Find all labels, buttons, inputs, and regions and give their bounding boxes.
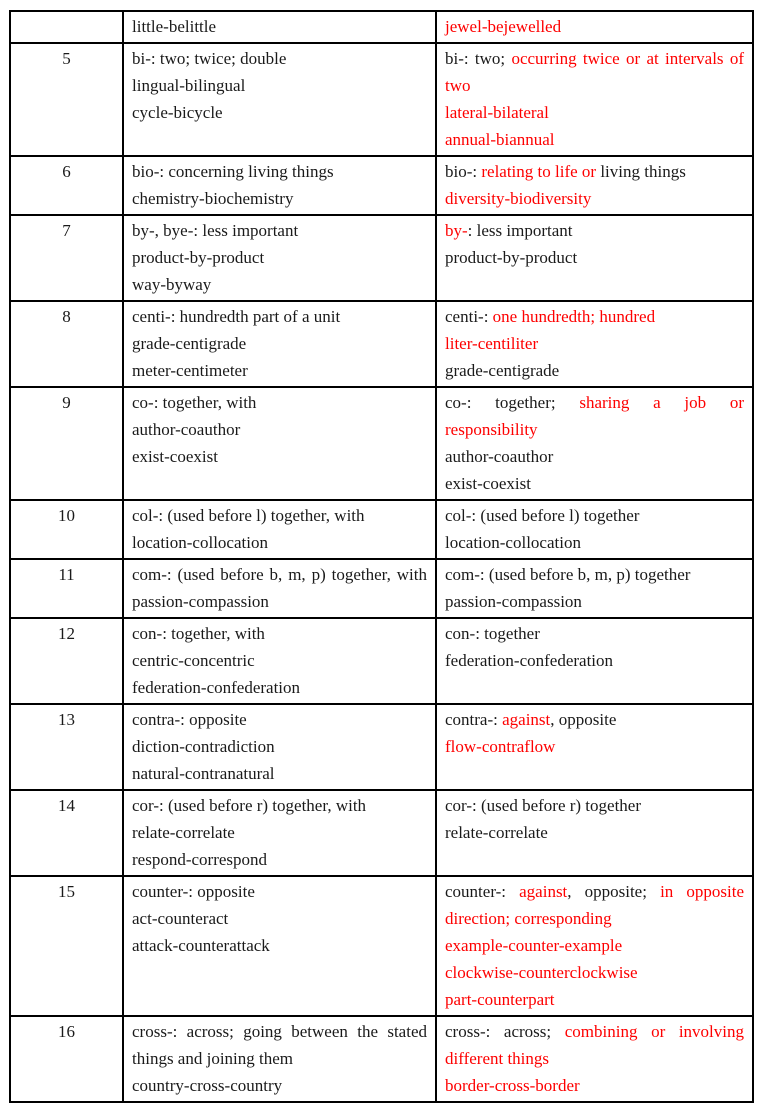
prefix-table — [9, 10, 754, 1103]
table-row — [10, 876, 753, 1016]
row-number: 16 — [58, 1022, 75, 1041]
black-text-segment: con-: together — [445, 624, 540, 643]
red-text-segment: by- — [445, 221, 468, 240]
row-number-cell — [10, 301, 123, 387]
black-text-segment: , opposite — [550, 710, 617, 729]
black-text-segment: location-collocation — [132, 533, 268, 552]
row-number-cell — [10, 790, 123, 876]
text-line — [132, 647, 427, 674]
cell-definition-revised — [436, 156, 753, 215]
red-text-segment: annual-biannual — [445, 130, 555, 149]
cell-definition-revised — [436, 1016, 753, 1102]
black-text-segment: cycle-bicycle — [132, 103, 223, 122]
text-line — [445, 303, 744, 330]
black-text-segment: product-by-product — [132, 248, 265, 267]
text-line — [132, 733, 427, 760]
text-line — [445, 792, 744, 819]
black-text-segment: by-, bye-: less important — [132, 221, 299, 240]
black-text-segment: author-coauthor — [132, 420, 241, 439]
table-row — [10, 387, 753, 500]
cell-definition-revised — [436, 500, 753, 559]
row-number-cell — [10, 11, 123, 43]
black-text-segment: little-belittle — [132, 17, 217, 36]
row-number: 8 — [62, 307, 71, 326]
text-line — [132, 529, 427, 556]
black-text-segment: bio-: concerning living things — [132, 162, 334, 181]
cell-definition-revised — [436, 704, 753, 790]
black-text-segment: author-coauthor — [445, 447, 554, 466]
black-text-segment: chemistry-biochemistry — [132, 189, 294, 208]
black-text-segment: bi-: two; — [445, 49, 512, 68]
row-number-cell — [10, 387, 123, 500]
text-line — [132, 389, 427, 416]
black-text-segment: way-byway — [132, 275, 212, 294]
red-text-segment: against — [519, 882, 568, 901]
cell-definition-original — [123, 1016, 436, 1102]
text-line — [132, 158, 427, 185]
red-text-segment: border-cross-border — [445, 1076, 580, 1095]
text-line — [445, 932, 744, 959]
row-number: 13 — [58, 710, 75, 729]
black-text-segment: counter-: — [445, 882, 520, 901]
black-text-segment: lingual-bilingual — [132, 76, 246, 95]
black-text-segment: col-: (used before l) together — [445, 506, 640, 525]
cell-definition-original — [123, 704, 436, 790]
document-page — [0, 10, 760, 1095]
cell-definition-revised — [436, 876, 753, 1016]
black-text-segment: grade-centigrade — [445, 361, 560, 380]
text-line — [445, 443, 744, 470]
text-line — [445, 1072, 744, 1099]
text-line — [445, 986, 744, 1013]
cell-definition-revised — [436, 387, 753, 500]
black-text-segment: passion-compassion — [132, 592, 269, 611]
table-row — [10, 704, 753, 790]
black-text-segment: , opposite; — [567, 882, 661, 901]
black-text-segment: relate-correlate — [445, 823, 548, 842]
black-text-segment: cross-: across; — [445, 1022, 565, 1041]
text-line — [132, 706, 427, 733]
black-text-segment: location-collocation — [445, 533, 581, 552]
text-line — [132, 271, 427, 298]
row-number: 14 — [58, 796, 75, 815]
cell-definition-original — [123, 215, 436, 301]
text-line — [132, 443, 427, 470]
text-line — [445, 905, 744, 932]
black-text-segment: diction-contradiction — [132, 737, 275, 756]
cell-definition-original — [123, 790, 436, 876]
text-line — [445, 72, 744, 99]
red-text-segment: combining or involving — [564, 1022, 745, 1041]
text-line — [445, 99, 744, 126]
black-text-segment: bi-: two; twice; double — [132, 49, 287, 68]
red-text-segment: liter-centiliter — [445, 334, 539, 353]
text-line — [132, 13, 427, 40]
text-line — [445, 217, 744, 244]
black-text-segment: centric-concentric — [132, 651, 255, 670]
black-text-segment: things and joining them — [132, 1049, 294, 1068]
cell-definition-original — [123, 11, 436, 43]
row-number-cell — [10, 876, 123, 1016]
black-text-segment: bio-: — [445, 162, 482, 181]
row-number: 11 — [58, 565, 75, 584]
text-line — [132, 217, 427, 244]
row-number-cell — [10, 215, 123, 301]
text-line — [445, 389, 744, 416]
text-line — [132, 760, 427, 787]
red-text-segment: direction; corresponding — [445, 909, 612, 928]
text-line — [132, 588, 427, 615]
text-line — [132, 1018, 427, 1045]
black-text-segment: con-: together, with — [132, 624, 265, 643]
text-line — [445, 416, 744, 443]
red-text-segment: lateral-bilateral — [445, 103, 549, 122]
black-text-segment: col-: (used before l) together, with — [132, 506, 365, 525]
text-line — [445, 819, 744, 846]
table-row — [10, 11, 753, 43]
black-text-segment: co-: together; — [445, 393, 580, 412]
text-line — [132, 932, 427, 959]
text-line — [132, 819, 427, 846]
table-row — [10, 301, 753, 387]
red-text-segment: relating to life or — [481, 162, 597, 181]
text-line — [132, 303, 427, 330]
text-line — [445, 330, 744, 357]
black-text-segment: attack-counterattack — [132, 936, 270, 955]
text-line — [132, 792, 427, 819]
cell-definition-revised — [436, 618, 753, 704]
red-text-segment: flow-contraflow — [445, 737, 556, 756]
black-text-segment: centi-: hundredth part of a unit — [132, 307, 341, 326]
black-text-segment: co-: together, with — [132, 393, 257, 412]
table-row — [10, 156, 753, 215]
text-line — [132, 905, 427, 932]
cell-definition-revised — [436, 790, 753, 876]
table-row — [10, 215, 753, 301]
row-number: 9 — [62, 393, 71, 412]
black-text-segment: meter-centimeter — [132, 361, 248, 380]
row-number: 12 — [58, 624, 75, 643]
text-line — [132, 185, 427, 212]
black-text-segment: natural-contranatural — [132, 764, 275, 783]
text-line — [445, 13, 744, 40]
black-text-segment: com-: (used before b, m, p) together, with — [132, 565, 427, 584]
text-line — [132, 846, 427, 873]
text-line — [445, 620, 744, 647]
text-line — [132, 561, 427, 588]
cell-definition-original — [123, 387, 436, 500]
text-line — [132, 72, 427, 99]
cell-definition-revised — [436, 43, 753, 156]
row-number-cell — [10, 1016, 123, 1102]
red-text-segment: different things — [445, 1049, 550, 1068]
text-line — [132, 45, 427, 72]
text-line — [132, 620, 427, 647]
black-text-segment: living things — [596, 162, 686, 181]
black-text-segment: passion-compassion — [445, 592, 582, 611]
row-number: 15 — [58, 882, 75, 901]
cell-definition-revised — [436, 11, 753, 43]
text-line — [445, 470, 744, 497]
row-number-cell — [10, 500, 123, 559]
row-number: 7 — [62, 221, 71, 240]
text-line — [445, 588, 744, 615]
prefix-table-body — [10, 11, 753, 1102]
cell-definition-original — [123, 43, 436, 156]
black-text-segment: product-by-product — [445, 248, 578, 267]
black-text-segment: cor-: (used before r) together — [445, 796, 642, 815]
black-text-segment: cor-: (used before r) together, with — [132, 796, 367, 815]
row-number-cell — [10, 704, 123, 790]
text-line — [132, 1045, 427, 1072]
text-line — [132, 330, 427, 357]
red-text-segment: jewel-bejewelled — [445, 17, 562, 36]
table-row — [10, 790, 753, 876]
red-text-segment: one hundredth; hundred — [492, 307, 656, 326]
cell-definition-original — [123, 301, 436, 387]
cell-definition-original — [123, 500, 436, 559]
red-text-segment: diversity-biodiversity — [445, 189, 592, 208]
black-text-segment: relate-correlate — [132, 823, 235, 842]
row-number-cell — [10, 559, 123, 618]
red-text-segment: against — [502, 710, 551, 729]
text-line — [445, 244, 744, 271]
table-row — [10, 559, 753, 618]
black-text-segment: country-cross-country — [132, 1076, 283, 1095]
black-text-segment: contra-: opposite — [132, 710, 247, 729]
text-line — [445, 185, 744, 212]
text-line — [132, 357, 427, 384]
black-text-segment: act-counteract — [132, 909, 229, 928]
text-line — [445, 158, 744, 185]
cell-definition-revised — [436, 301, 753, 387]
black-text-segment: exist-coexist — [132, 447, 218, 466]
red-text-segment: part-counterpart — [445, 990, 555, 1009]
cell-definition-revised — [436, 559, 753, 618]
text-line — [445, 357, 744, 384]
text-line — [445, 706, 744, 733]
text-line — [132, 674, 427, 701]
red-text-segment: sharing a job or — [579, 393, 744, 412]
black-text-segment: exist-coexist — [445, 474, 531, 493]
text-line — [445, 733, 744, 760]
cell-definition-original — [123, 156, 436, 215]
black-text-segment: cross-: across; going between the stated — [132, 1022, 427, 1041]
table-row — [10, 43, 753, 156]
table-row — [10, 1016, 753, 1102]
black-text-segment: grade-centigrade — [132, 334, 247, 353]
text-line — [132, 878, 427, 905]
text-line — [445, 959, 744, 986]
text-line — [445, 1045, 744, 1072]
row-number: 6 — [62, 162, 71, 181]
cell-definition-revised — [436, 215, 753, 301]
red-text-segment: example-counter-example — [445, 936, 623, 955]
black-text-segment: : less important — [467, 221, 573, 240]
row-number-cell — [10, 618, 123, 704]
text-line — [132, 244, 427, 271]
text-line — [445, 561, 744, 588]
text-line — [132, 1072, 427, 1099]
text-line — [445, 1018, 744, 1045]
row-number: 5 — [62, 49, 71, 68]
red-text-segment: in opposite — [660, 882, 744, 901]
red-text-segment: responsibility — [445, 420, 538, 439]
red-text-segment: two — [445, 76, 471, 95]
text-line — [132, 416, 427, 443]
row-number-cell — [10, 43, 123, 156]
text-line — [445, 126, 744, 153]
red-text-segment: clockwise-counterclockwise — [445, 963, 638, 982]
text-line — [445, 502, 744, 529]
black-text-segment: centi-: — [445, 307, 493, 326]
text-line — [445, 529, 744, 556]
black-text-segment: federation-confederation — [132, 678, 301, 697]
table-row — [10, 618, 753, 704]
row-number: 10 — [58, 506, 75, 525]
black-text-segment: counter-: opposite — [132, 882, 255, 901]
text-line — [132, 99, 427, 126]
text-line — [445, 45, 744, 72]
black-text-segment: com-: (used before b, m, p) together — [445, 565, 691, 584]
black-text-segment: contra-: — [445, 710, 503, 729]
cell-definition-original — [123, 559, 436, 618]
text-line — [132, 502, 427, 529]
red-text-segment: occurring twice or at intervals of — [511, 49, 744, 68]
table-row — [10, 500, 753, 559]
text-line — [445, 647, 744, 674]
black-text-segment: respond-correspond — [132, 850, 268, 869]
row-number-cell — [10, 156, 123, 215]
cell-definition-original — [123, 876, 436, 1016]
black-text-segment: federation-confederation — [445, 651, 614, 670]
cell-definition-original — [123, 618, 436, 704]
text-line — [445, 878, 744, 905]
